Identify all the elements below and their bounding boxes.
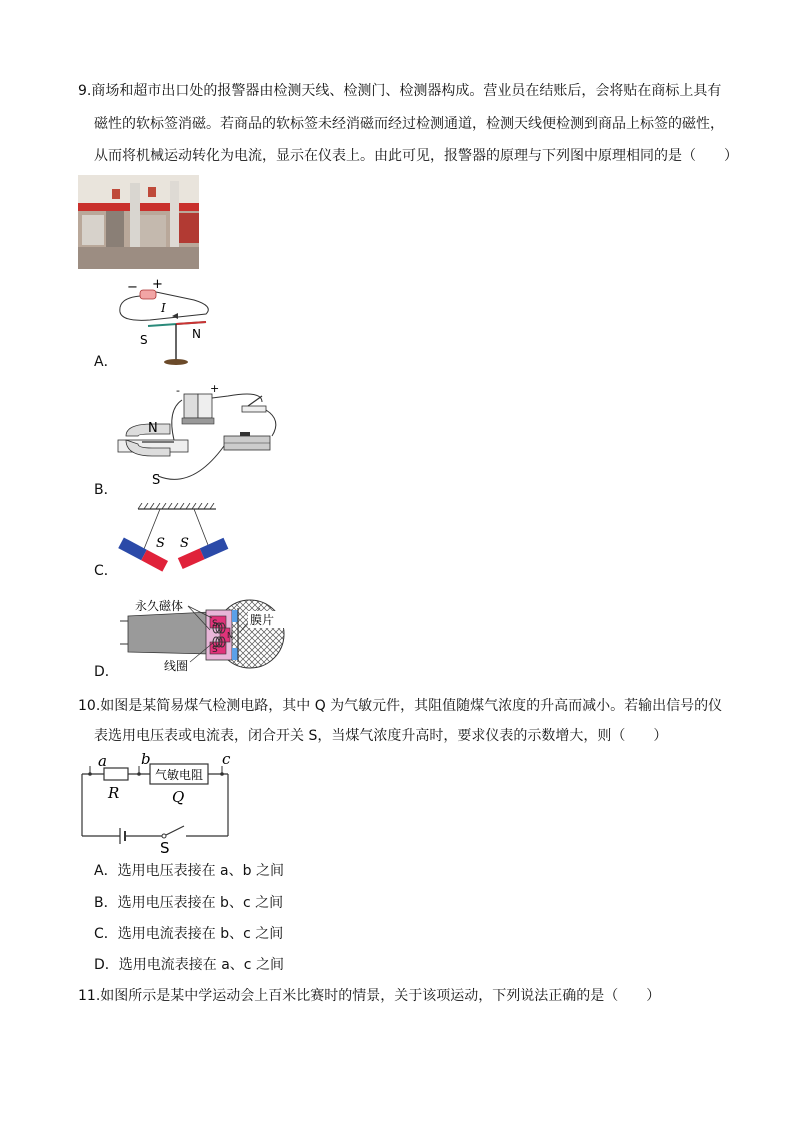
fig-a-current: I (161, 301, 166, 315)
fig-a-s: S (140, 333, 148, 347)
fig-a-plus: + (152, 278, 163, 292)
q10-line-1: 10.如图是某简易煤气检测电路，其中 Q 为气敏元件，其阻值随煤气浓度的升高而减小。若输出信号的仪 (78, 698, 723, 714)
fig-d-coil-label: 线圈 (164, 659, 189, 672)
circuit-label-q: Q (172, 788, 185, 806)
fig-a-minus: − (127, 280, 138, 295)
figure-b-magnet-circuit (112, 380, 290, 492)
q9-option-b: B． (94, 482, 118, 498)
figure-d-microphone (120, 596, 290, 672)
q9-option-a: A． (94, 354, 118, 370)
fig-a-n: N (192, 327, 201, 341)
fig-c-s-right: S (180, 536, 189, 551)
q9-line-3: 从而将机械运动转化为电流，显示在仪表上。由此可见，报警器的原理与下列图中原理相同的是（ ） (94, 148, 738, 164)
gas-detection-circuit (78, 752, 238, 854)
q9-line-2: 磁性的软标签消磁。若商品的软标签未经消磁而经过检测通道，检测天线便检测到商品上标签的磁性， (94, 116, 724, 132)
fig-d-magnet-label: 永久磁体 (135, 599, 184, 613)
fig-c-s-left: S (156, 536, 165, 551)
fig-b-plus: + (210, 382, 220, 395)
q11-line-1: 11.如图所示是某中学运动会上百米比赛时的情景，关于该项运动，下列说法正确的是（ ） (78, 988, 661, 1004)
circuit-label-a: a (98, 752, 107, 770)
fig-d-s-bottom: S (212, 645, 218, 655)
fig-b-n: N (148, 421, 158, 436)
store-exit-photo (78, 175, 199, 269)
circuit-label-s: S (160, 839, 170, 854)
q10-option-d: D．选用电流表接在 a、c 之间 (94, 957, 284, 973)
fig-d-n: N (227, 631, 233, 640)
figure-c-hanging-magnets (112, 503, 232, 581)
q10-option-c: C．选用电流表接在 b、c 之间 (94, 926, 284, 942)
fig-d-membrane-label: 膜片 (250, 613, 275, 627)
q9-option-c: C． (94, 563, 118, 579)
q10-option-b: B．选用电压表接在 b、c 之间 (94, 895, 284, 911)
q10-option-a: A．选用电压表接在 a、b 之间 (94, 863, 284, 879)
figure-a-oersted (110, 278, 220, 368)
q10-line-2: 表选用电压表或电流表，闭合开关 S，当煤气浓度升高时，要求仪表的示数增大，则（ ） (94, 728, 668, 744)
circuit-label-b: b (141, 752, 151, 768)
circuit-label-c: c (222, 752, 231, 768)
fig-d-s-top: S (212, 619, 218, 629)
fig-b-s: S (152, 473, 161, 488)
q9-line-1: 9.商场和超市出口处的报警器由检测天线、检测门、检测器构成。营业员在结账后，会将贴在商标上具有 (78, 83, 722, 99)
q9-option-d: D． (94, 664, 119, 680)
circuit-sensor-text: 气敏电阻 (155, 768, 204, 782)
circuit-label-r: R (108, 784, 120, 802)
fig-b-minus: - (176, 384, 180, 397)
